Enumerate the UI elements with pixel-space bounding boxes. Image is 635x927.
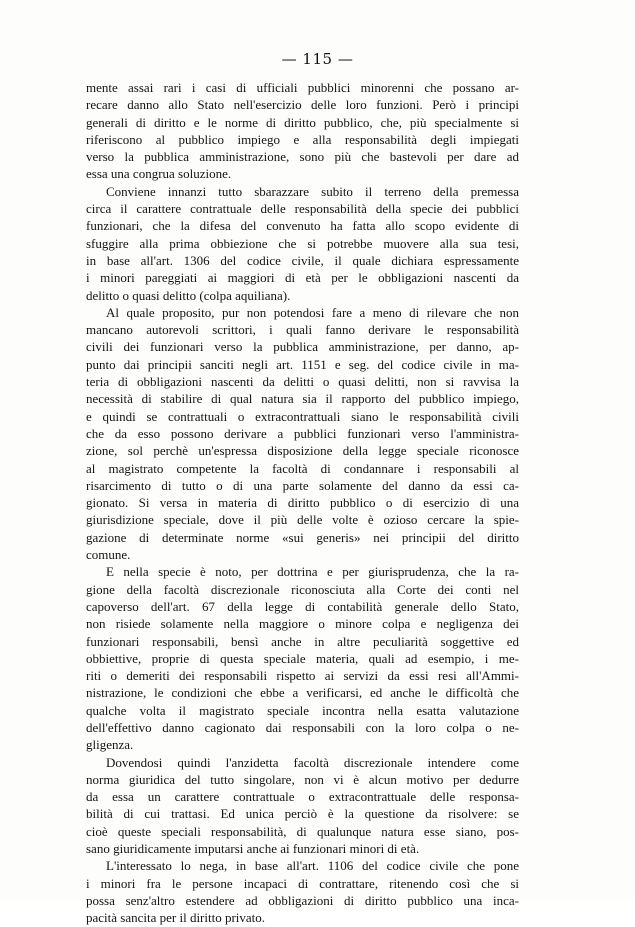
- text-line: in base all'art. 1306 del codice civile, il quale dichiara espressamente: [86, 252, 519, 268]
- text-line: L'interessato lo nega, in base all'art. 1106 del codice civile che pone: [106, 858, 519, 874]
- text-line: civili dei funzionari verso la pubblica amministrazione, per danno, ap-: [86, 339, 519, 355]
- text-line: delitto o quasi delitto (colpa aquiliana).: [86, 287, 291, 303]
- text-line: sano giuridicamente imputarsi anche ai funzionari minori di età.: [86, 841, 420, 857]
- paragraph: [86, 857, 519, 926]
- text-line: qualche volta il magistrato speciale incontra nella esatta valutazione: [86, 702, 519, 718]
- text-line: funzionari responsabili, bensì anche in altre peculiarità soggettive ed: [86, 633, 519, 649]
- text-line: i minori fra le persone incapaci di contrattare, ritenendo così che si: [86, 875, 519, 891]
- text-line: risarcimento di tutto o di una parte solamente del danno da essi ca-: [86, 477, 519, 493]
- text-line: da essa un carattere contrattuale o extracontrattuale delle responsa-: [86, 789, 519, 805]
- text-line: possa senz'altro estendere ad obbligazioni di diritto pubblico una inca-: [86, 892, 519, 908]
- text-line: mente assai rari i casi di ufficiali pubblici minorenni che possano ar-: [86, 80, 519, 95]
- paragraph: [86, 563, 519, 753]
- text-line: cioè queste speciali responsabilità, di qualunque natura esse siano, pos-: [86, 823, 519, 839]
- text-line: zione, sol perchè un'espressa disposizione della legge speciale riconosce: [86, 443, 519, 459]
- text-line: bilità di cui trattasi. Ed unica perciò è la questione da risolvere: se: [86, 806, 519, 822]
- paragraph: [86, 304, 519, 563]
- text-line: gligenza.: [86, 737, 134, 753]
- text-line: gione della facoltà discrezionale riconosciuta alla Corte dei conti nel: [86, 581, 519, 597]
- text-line: Al quale proposito, pur non potendosi fare a meno di rilevare che non: [106, 304, 519, 320]
- text-line: pacità sancita per il diritto privato.: [86, 910, 266, 926]
- text-line: Conviene innanzi tutto sbarazzare subito il terreno della premessa: [106, 183, 519, 199]
- body-text: [86, 79, 519, 927]
- text-line: mancano autorevoli scrittori, i quali fanno derivare le responsabilità: [86, 322, 519, 338]
- text-line: non risiede solamente nella maggiore o minore colpa e negligenza dei: [86, 616, 519, 632]
- text-line: recare danno allo Stato nell'esercizio delle loro funzioni. Però i principi: [86, 97, 519, 113]
- text-line: necessità di stabilire di qual natura sia il rapporto del pubblico impiego,: [86, 391, 519, 407]
- text-line: verso la pubblica amministrazione, sono più che bastevoli per dare ad: [86, 149, 519, 165]
- text-line: essa una congrua soluzione.: [86, 166, 232, 182]
- text-line: giurisdizione speciale, dove il più delle volte è ozioso cercare la spie-: [86, 512, 519, 528]
- text-line: Dovendosi quindi l'anzidetta facoltà discrezionale intendere come: [106, 754, 519, 770]
- text-line: sfuggire alla prima obbiezione che si potrebbe muovere alla sua tesi,: [86, 235, 519, 251]
- text-line: circa il carattere contrattuale delle responsabilità della specie dei pubblici: [86, 201, 519, 217]
- text-line: E nella specie è noto, per dottrina e per giurisprudenza, che la ra-: [106, 564, 519, 580]
- text-line: punto dai principii sanciti negli art. 1151 e seg. del codice civile in ma-: [86, 356, 519, 372]
- text-line: riti o demeriti dei responsabili rispetto ai servizi da essi resi all'Ammi-: [86, 668, 519, 684]
- text-line: comune.: [86, 547, 131, 563]
- text-line: obbiettive, proprie di questa speciale materia, quali ad esempio, i me-: [86, 650, 519, 666]
- text-line: capoverso dell'art. 67 della legge di contabilità generale dello Stato,: [86, 598, 519, 614]
- text-line: teria di obbligazioni nascenti da delitti o quasi delitti, non si ravvisa la: [86, 374, 519, 390]
- text-line: al magistrato competente la facoltà di condannare i responsabili al: [86, 460, 519, 476]
- text-line: dell'effettivo danno cagionato dai responsabili con la loro colpa o ne-: [86, 719, 519, 735]
- text-line: generali di diritto e le norme di diritto pubblico, che, più specialmente si: [86, 114, 519, 130]
- text-line: i minori pareggiati ai maggiori di età per le obbligazioni nascenti da: [86, 270, 519, 286]
- text-line: norma giuridica del tutto singolare, non vi è alcun motivo per dedurre: [86, 771, 519, 787]
- text-line: che da esso possono derivare a pubblici funzionari verso l'amministra-: [86, 425, 519, 441]
- text-line: funzionari, che la difesa del convenuto ha fatta allo scopo evidente di: [86, 218, 519, 234]
- text-line: gazione di determinate norme «sui generis» nei principii del diritto: [86, 529, 519, 545]
- paragraph: [86, 754, 519, 858]
- text-line: gionato. Si versa in materia di diritto pubblico o di esercizio di una: [86, 495, 519, 511]
- page-number: — 115 —: [281, 50, 354, 68]
- paragraph: [86, 79, 519, 183]
- paragraph: [86, 183, 519, 304]
- text-line: nistrazione, le condizioni che ebbe a verificarsi, ed anche le difficoltà che: [86, 685, 519, 701]
- text-line: riferiscono al pubblico impiego e alla responsabilità degli impiegati: [86, 131, 519, 147]
- text-line: e quindi se contrattuali o extracontrattuali siano le responsabilità civili: [86, 408, 519, 424]
